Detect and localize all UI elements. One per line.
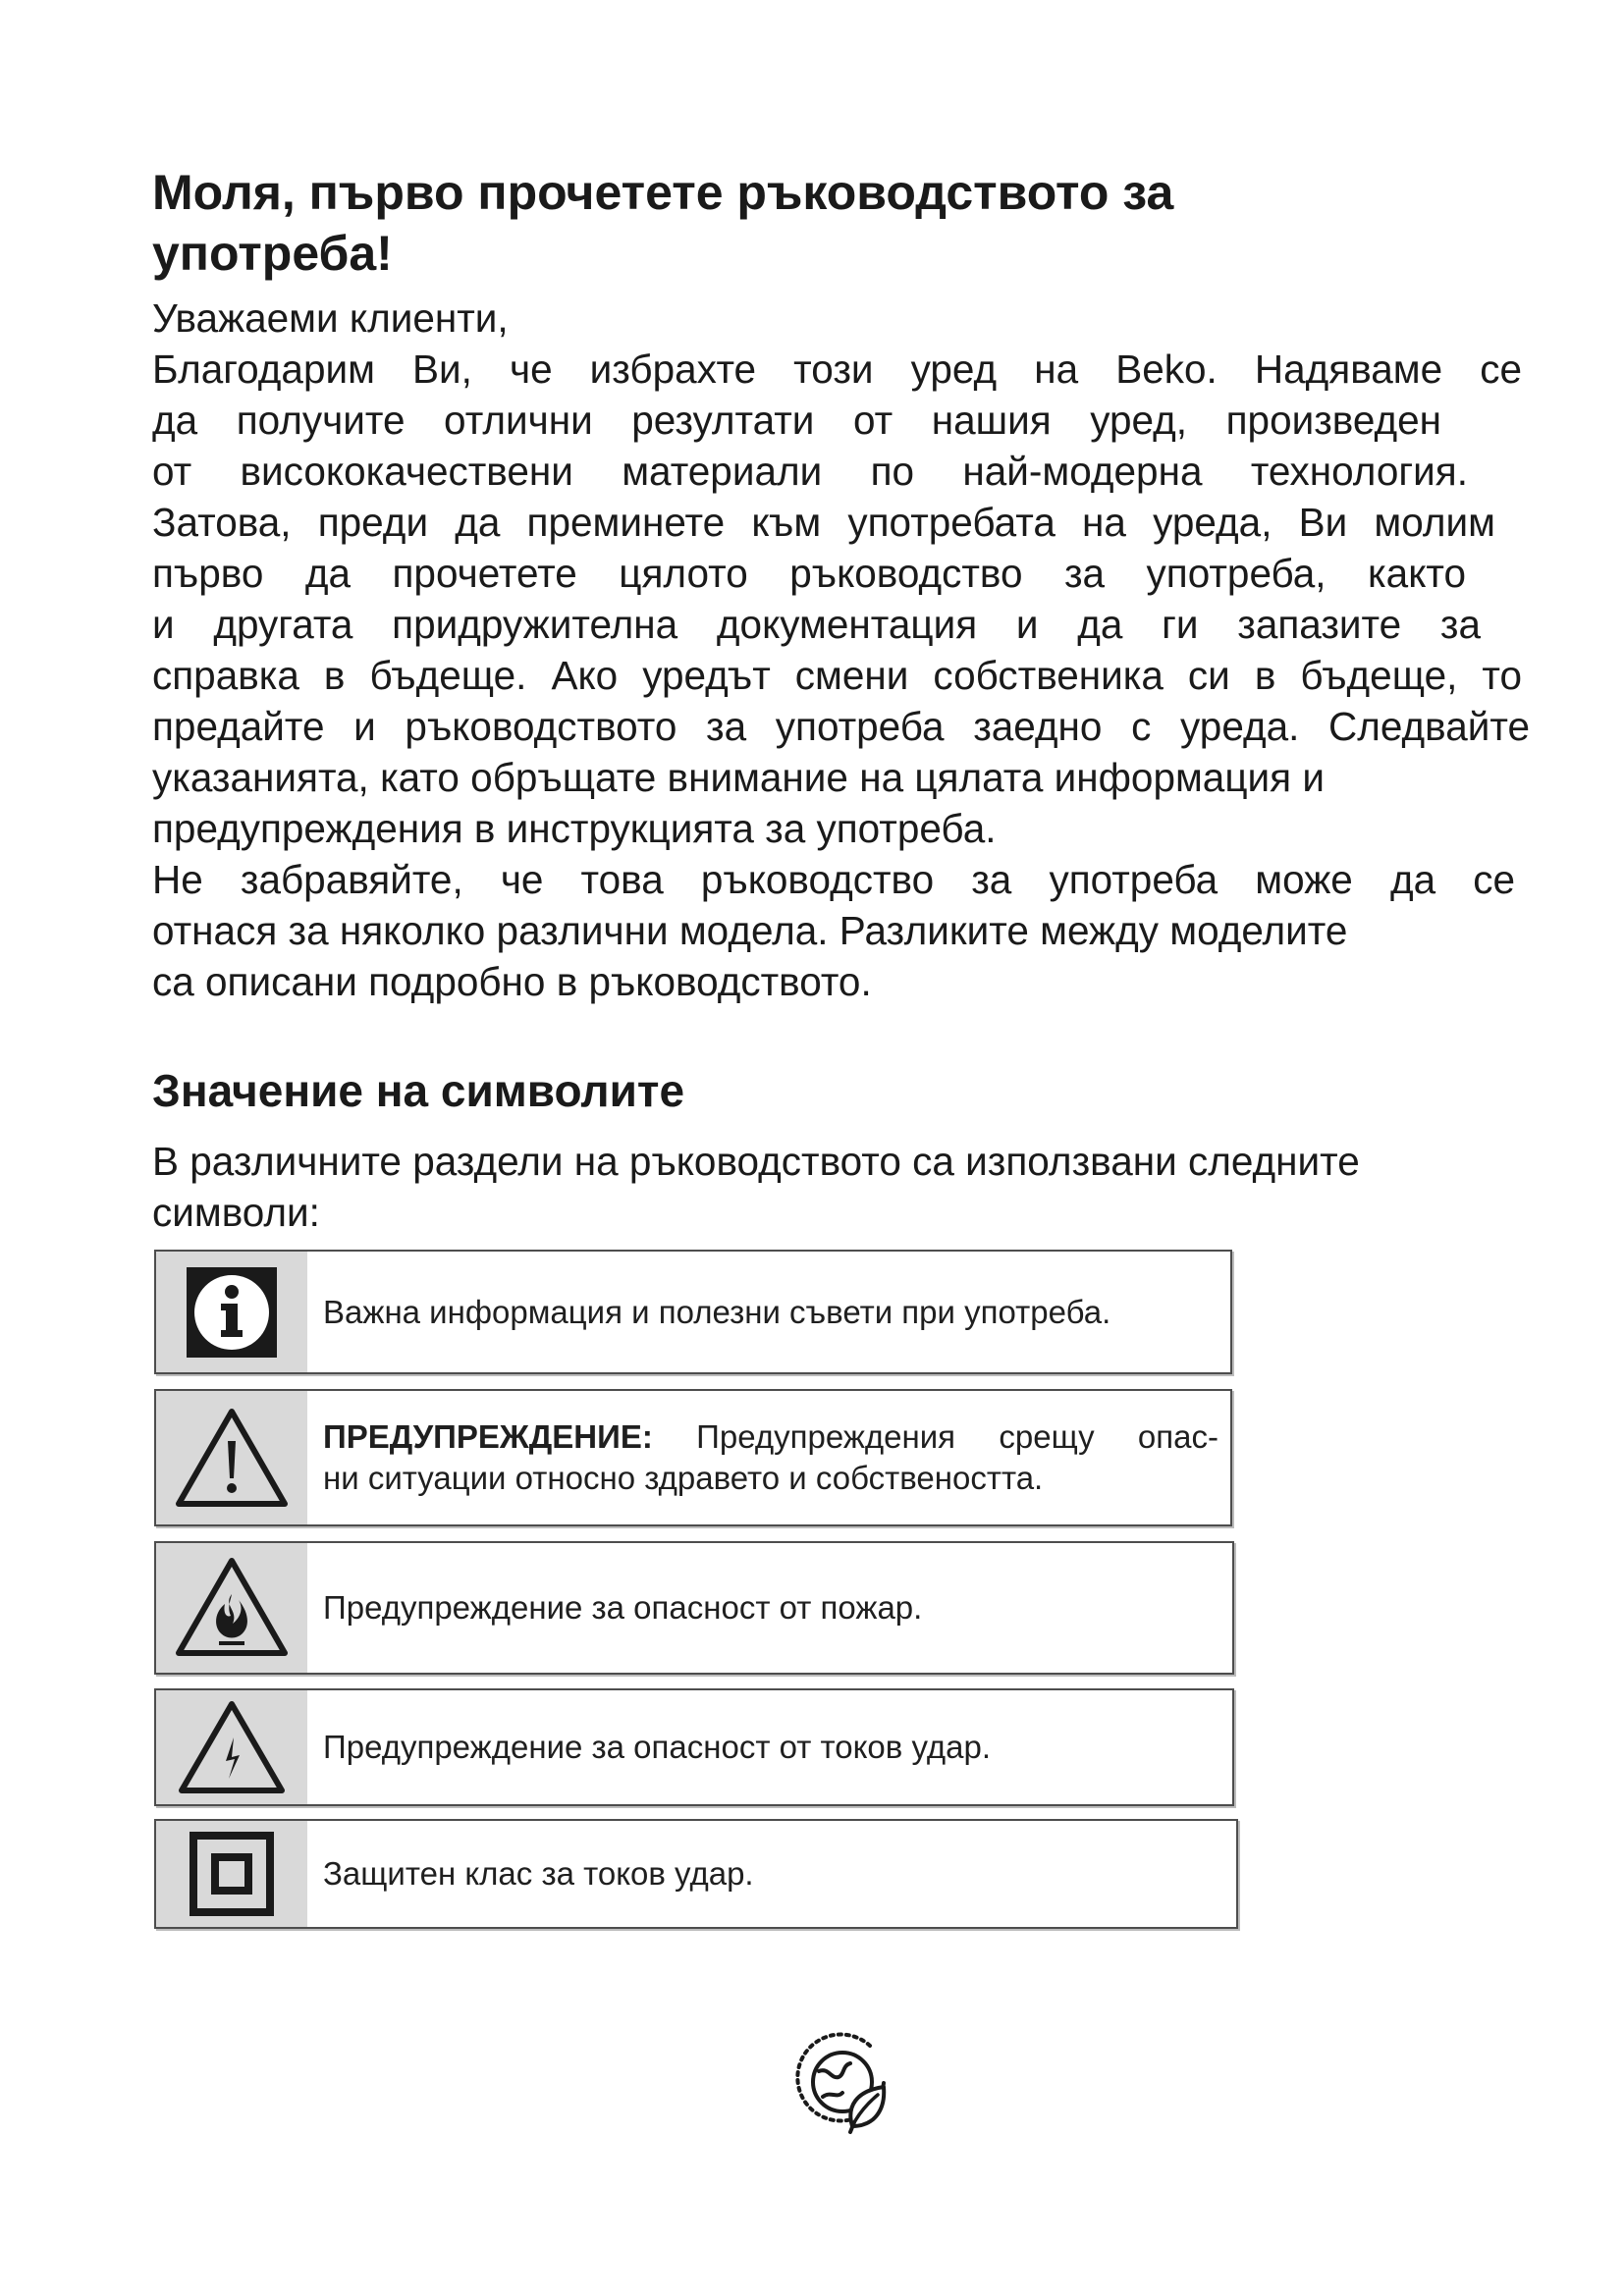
symbol-description: Предупреждение за опасност от токов удар. (323, 1729, 992, 1765)
electric-shock-icon (177, 1698, 287, 1796)
fire-hazard-icon (174, 1555, 290, 1661)
intro-line: са описани подробно в ръководството. (152, 959, 872, 1004)
intro-line: указанията, като обръщате внимание на цялата информация и (152, 755, 1325, 800)
symbols-lead-line2: символи: (152, 1190, 320, 1235)
intro-line: от висококачествени материали по най-модерна технология. (152, 449, 1468, 494)
symbol-row-fire-hazard (154, 1541, 1234, 1675)
symbol-icon-cell (156, 1252, 307, 1372)
symbol-row-protection-class (154, 1819, 1238, 1929)
symbol-icon-cell (156, 1821, 307, 1927)
symbols-lead-line1: В различните раздели на ръководството са използвани следните (152, 1139, 1360, 1184)
intro-letter (152, 293, 1530, 1007)
symbols-section-title: Значение на символите (152, 1065, 685, 1116)
intro-line: Не забравяйте, че това ръководство за употреба може да се (152, 857, 1515, 902)
warning-label: ПРЕДУПРЕЖДЕНИЕ: (323, 1418, 653, 1455)
symbols-section-lead (152, 1136, 1527, 1238)
symbol-icon-cell (156, 1690, 307, 1804)
warning-text-part: Предупреждения срещу опас- (652, 1418, 1218, 1455)
intro-line: отнася за няколко различни модела. Разликите между моделите (152, 908, 1348, 953)
page-title (152, 162, 1330, 284)
symbol-description: Важна информация и полезни съвети при употреба. (323, 1293, 1111, 1330)
symbol-row-warning (154, 1389, 1232, 1526)
intro-line: предайте и ръководството за употреба заедно с уреда. Следвайте (152, 704, 1530, 749)
symbol-icon-cell (156, 1543, 307, 1673)
symbol-description (323, 1391, 1218, 1524)
symbol-row-information (154, 1250, 1232, 1374)
greeting: Уважаеми клиенти, (152, 295, 509, 341)
double-insulation-icon (189, 1831, 275, 1917)
intro-line: предупреждения в инструкцията за употреба. (152, 806, 997, 851)
page-title-line1: Моля, първо прочетете ръководството за (152, 165, 1174, 220)
intro-line: Затова, преди да преминете към употребата на уреда, Ви молим (152, 500, 1495, 545)
page-title-line2: употреба! (152, 226, 393, 281)
eco-leaf-globe-icon (793, 2028, 896, 2141)
intro-line: да получите отлични резултати от нашия уред, произведен (152, 398, 1441, 443)
symbol-description: Предупреждение за опасност от пожар. (323, 1589, 923, 1626)
symbol-description: Защитен клас за токов удар. (323, 1855, 754, 1892)
intro-line: и другата придружителна документация и да ги запазите за (152, 602, 1481, 647)
warning-text-line2: ни ситуации относно здравето и собствеността. (323, 1460, 1044, 1496)
intro-line: справка в бъдеще. Ако уредът смени собственика си в бъдеще, то (152, 653, 1522, 698)
symbol-icon-cell (156, 1391, 307, 1524)
intro-line: Благодарим Ви, че избрахте този уред на Beko. Надяваме се (152, 347, 1522, 392)
information-icon (185, 1265, 279, 1360)
symbol-row-electric-shock (154, 1688, 1234, 1806)
warning-triangle-icon (174, 1406, 290, 1510)
warning-text-line1 (323, 1416, 1218, 1458)
intro-line: първо да прочетете цялото ръководство за употреба, както (152, 551, 1466, 596)
